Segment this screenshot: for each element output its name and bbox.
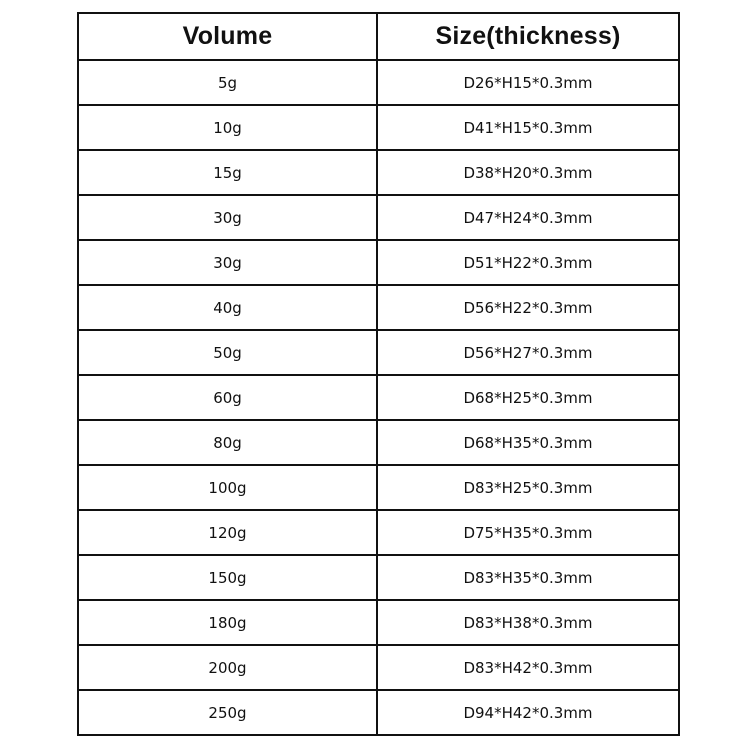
size-cell: D83*H38*0.3mm <box>377 600 679 645</box>
table-row <box>78 600 679 645</box>
table-row <box>78 150 679 195</box>
table-row <box>78 375 679 420</box>
volume-cell: 250g <box>78 690 377 735</box>
table-row <box>78 285 679 330</box>
table-row <box>78 330 679 375</box>
volume-cell: 15g <box>78 150 377 195</box>
size-cell: D68*H25*0.3mm <box>377 375 679 420</box>
size-cell: D75*H35*0.3mm <box>377 510 679 555</box>
size-cell: D83*H42*0.3mm <box>377 645 679 690</box>
size-cell: D41*H15*0.3mm <box>377 105 679 150</box>
volume-cell: 100g <box>78 465 377 510</box>
volume-cell: 60g <box>78 375 377 420</box>
volume-cell: 120g <box>78 510 377 555</box>
volume-cell: 50g <box>78 330 377 375</box>
table-row <box>78 690 679 735</box>
volume-cell: 5g <box>78 60 377 105</box>
table-row <box>78 60 679 105</box>
volume-cell: 30g <box>78 195 377 240</box>
volume-cell: 200g <box>78 645 377 690</box>
table-row <box>78 645 679 690</box>
volume-cell: 30g <box>78 240 377 285</box>
size-cell: D56*H27*0.3mm <box>377 330 679 375</box>
table-row <box>78 465 679 510</box>
volume-cell: 40g <box>78 285 377 330</box>
table-row <box>78 240 679 285</box>
table-row <box>78 195 679 240</box>
size-cell: D94*H42*0.3mm <box>377 690 679 735</box>
size-cell: D83*H25*0.3mm <box>377 465 679 510</box>
header-size: Size(thickness) <box>377 13 679 60</box>
table-row <box>78 555 679 600</box>
size-cell: D47*H24*0.3mm <box>377 195 679 240</box>
table-header-row <box>78 13 679 60</box>
size-table-container <box>77 12 678 736</box>
size-table <box>77 12 680 736</box>
volume-cell: 10g <box>78 105 377 150</box>
size-cell: D26*H15*0.3mm <box>377 60 679 105</box>
table-row <box>78 510 679 555</box>
size-cell: D51*H22*0.3mm <box>377 240 679 285</box>
volume-cell: 80g <box>78 420 377 465</box>
size-cell: D83*H35*0.3mm <box>377 555 679 600</box>
volume-cell: 180g <box>78 600 377 645</box>
table-row <box>78 420 679 465</box>
table-row <box>78 105 679 150</box>
volume-cell: 150g <box>78 555 377 600</box>
size-cell: D68*H35*0.3mm <box>377 420 679 465</box>
size-cell: D38*H20*0.3mm <box>377 150 679 195</box>
size-cell: D56*H22*0.3mm <box>377 285 679 330</box>
header-volume: Volume <box>78 13 377 60</box>
